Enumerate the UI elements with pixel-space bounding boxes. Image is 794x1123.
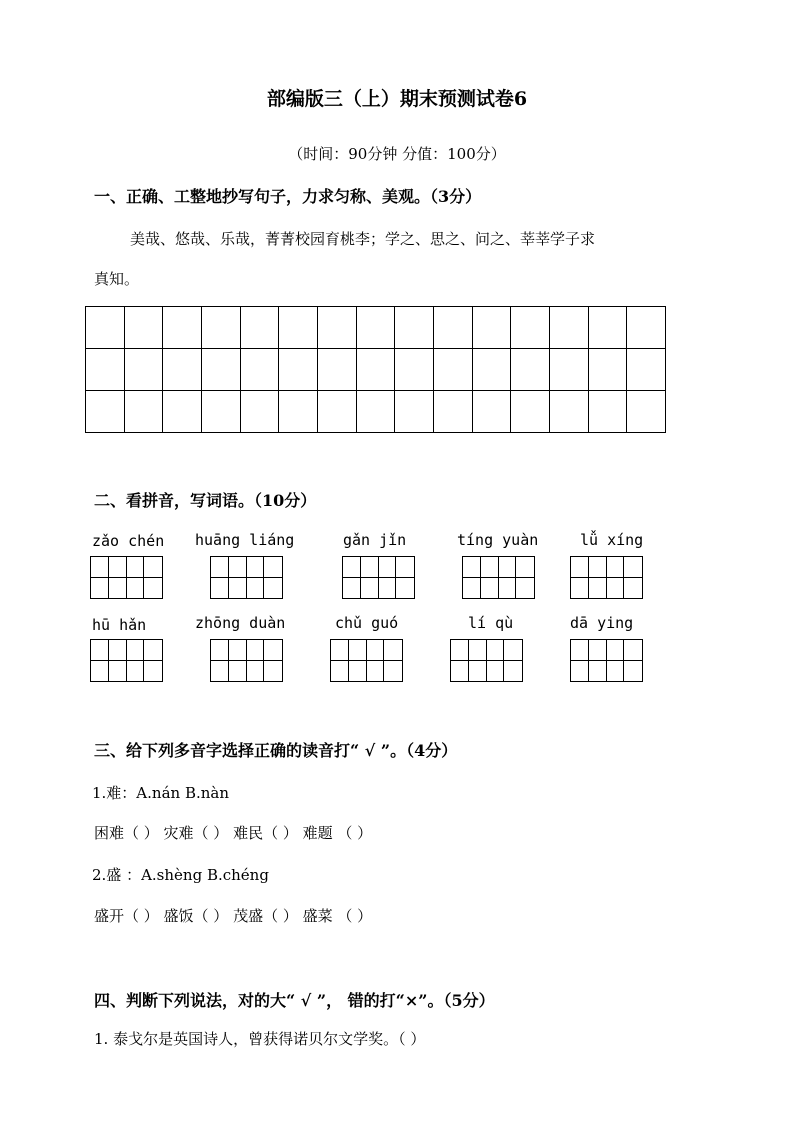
grid-cell[interactable] xyxy=(240,391,279,433)
grid-cell[interactable] xyxy=(588,391,627,433)
question-1-items[interactable]: 困难（ ） 灾难（ ） 难民（ ） 难题 （ ） xyxy=(94,824,373,842)
pinyin-label: gǎn jǐn xyxy=(343,531,407,549)
pinyin-label: lí qù xyxy=(468,614,514,632)
copy-writing-grid[interactable] xyxy=(85,306,666,433)
grid-cell[interactable] xyxy=(472,349,511,391)
section-3-heading: 三、给下列多音字选择正确的读音打“ √ ”。（4分） xyxy=(94,741,458,760)
grid-cell[interactable] xyxy=(549,391,588,433)
grid-cell[interactable] xyxy=(433,307,472,349)
answer-box[interactable] xyxy=(210,639,283,682)
pinyin-label: zhōng duàn xyxy=(195,614,286,632)
pinyin-label: chǔ guó xyxy=(335,614,399,632)
grid-cell[interactable] xyxy=(86,349,125,391)
pinyin-label: tíng yuàn xyxy=(457,531,539,549)
section-1-heading: 一、正确、工整地抄写句子，力求匀称、美观。（3分） xyxy=(94,187,482,206)
grid-cell[interactable] xyxy=(549,307,588,349)
grid-cell[interactable] xyxy=(627,349,666,391)
grid-cell[interactable] xyxy=(395,307,434,349)
section-1-sentence-line-1: 美哉、悠哉、乐哉，菁菁校园育桃李；学之、思之、问之、莘莘学子求 xyxy=(130,230,596,248)
grid-cell[interactable] xyxy=(240,307,279,349)
grid-cell[interactable] xyxy=(627,391,666,433)
grid-cell[interactable] xyxy=(201,391,240,433)
grid-cell[interactable] xyxy=(356,349,395,391)
grid-cell[interactable] xyxy=(279,307,318,349)
grid-cell[interactable] xyxy=(549,349,588,391)
grid-cell[interactable] xyxy=(588,349,627,391)
grid-row xyxy=(86,307,666,349)
grid-cell[interactable] xyxy=(472,307,511,349)
grid-cell[interactable] xyxy=(433,391,472,433)
time-score-info: （时间：90分钟 分值：100分） xyxy=(288,145,506,163)
pinyin-label: huāng liáng xyxy=(195,531,295,549)
grid-cell[interactable] xyxy=(472,391,511,433)
grid-cell[interactable] xyxy=(356,391,395,433)
grid-cell[interactable] xyxy=(201,307,240,349)
judgement-question-1[interactable]: 1. 泰戈尔是英国诗人，曾获得诺贝尔文学奖。（ ） xyxy=(94,1030,426,1048)
pinyin-label: dā ying xyxy=(570,614,634,632)
answer-box[interactable] xyxy=(90,639,163,682)
grid-cell[interactable] xyxy=(511,349,550,391)
grid-cell[interactable] xyxy=(86,307,125,349)
pinyin-label: lǚ xíng xyxy=(580,531,644,549)
grid-cell[interactable] xyxy=(395,391,434,433)
grid-cell[interactable] xyxy=(279,349,318,391)
page-title: 部编版三（上）期末预测试卷6 xyxy=(266,88,528,110)
grid-cell[interactable] xyxy=(279,391,318,433)
grid-cell[interactable] xyxy=(86,391,125,433)
question-2-items[interactable]: 盛开（ ） 盛饭（ ） 茂盛（ ） 盛菜 （ ） xyxy=(94,907,373,925)
grid-cell[interactable] xyxy=(240,349,279,391)
grid-cell[interactable] xyxy=(395,349,434,391)
answer-box[interactable] xyxy=(462,556,535,599)
grid-cell[interactable] xyxy=(511,391,550,433)
grid-cell[interactable] xyxy=(163,307,202,349)
answer-box[interactable] xyxy=(570,639,643,682)
grid-cell[interactable] xyxy=(317,391,356,433)
grid-cell[interactable] xyxy=(163,391,202,433)
grid-cell[interactable] xyxy=(588,307,627,349)
answer-box[interactable] xyxy=(450,639,523,682)
answer-box[interactable] xyxy=(342,556,415,599)
answer-box[interactable] xyxy=(210,556,283,599)
grid-cell[interactable] xyxy=(201,349,240,391)
answer-box[interactable] xyxy=(570,556,643,599)
grid-cell[interactable] xyxy=(124,307,163,349)
grid-cell[interactable] xyxy=(317,307,356,349)
question-2-options: 2.盛 ：A.shèng B.chéng xyxy=(92,866,269,884)
answer-box[interactable] xyxy=(90,556,163,599)
grid-row xyxy=(86,391,666,433)
section-4-heading: 四、判断下列说法，对的大“ √ ”， 错的打“×”。（5分） xyxy=(94,991,495,1010)
grid-cell[interactable] xyxy=(163,349,202,391)
grid-row xyxy=(86,349,666,391)
grid-cell[interactable] xyxy=(627,307,666,349)
question-1-options: 1.难：A.nán B.nàn xyxy=(92,784,229,802)
pinyin-label: zǎo chén xyxy=(92,532,165,550)
grid-cell[interactable] xyxy=(124,349,163,391)
answer-box[interactable] xyxy=(330,639,403,682)
grid-cell[interactable] xyxy=(511,307,550,349)
grid-cell[interactable] xyxy=(433,349,472,391)
section-2-heading: 二、看拼音，写词语。（10分） xyxy=(94,491,317,510)
grid-cell[interactable] xyxy=(356,307,395,349)
grid-cell[interactable] xyxy=(124,391,163,433)
grid-cell[interactable] xyxy=(317,349,356,391)
section-1-sentence-line-2: 真知。 xyxy=(94,270,140,288)
pinyin-label: hū hǎn xyxy=(92,616,147,634)
